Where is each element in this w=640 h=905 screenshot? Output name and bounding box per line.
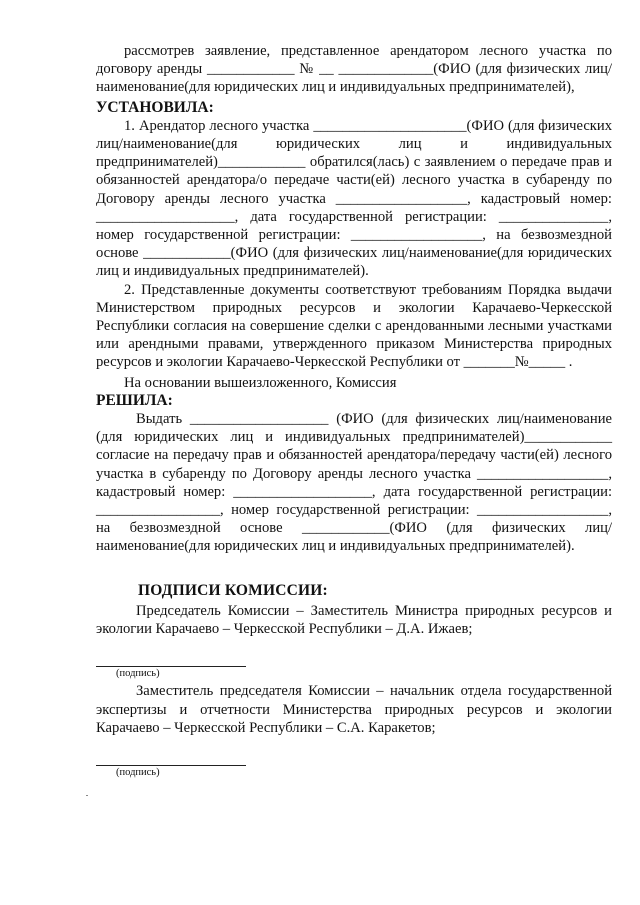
decided-heading: РЕШИЛА: [96, 391, 173, 409]
chairman-signature-caption: (подпись) [116, 668, 160, 680]
chairman-signature-line [96, 652, 246, 667]
point-1-paragraph: 1. Арендатор лесного участка _____________________(ФИО (для физических лиц/наименование(для юридических лиц и индивидуальных предпринимателей)____________ обратился(лась) с заявлением о передаче прав и обязанностей арендатора/о передаче части(ей) лесного участка в субаренду по Договору аренды лесного участка __________________, кадастровый номер: ___________________, дата государственной регистрации: _______________, номер государственной регистрации: __________________, на безвозмездной основе ____________(ФИО (для физических лиц/наименование(для юридических лиц и индивидуальных предпринимателей). [96, 117, 612, 280]
deputy-signature-caption: (подпись) [116, 766, 160, 778]
chairman-paragraph: Председатель Комиссии – Заместитель Министра природных ресурсов и экологии Карачаево – Черкесской Республики – Д.А. Ижаев; [96, 602, 612, 638]
deputy-signature-line [96, 751, 246, 766]
intro-paragraph: рассмотрев заявление, представленное арендатором лесного участка по договору аренды ____________ № __ _____________(ФИО (для физических лиц/наименование(для юридических лиц и индивидуальных предпринимателей), [96, 43, 612, 96]
decision-paragraph: Выдать ___________________ (ФИО (для физических лиц/наименование (для юридических лиц и индивидуальных предпринимателей)____________ согласие на передачу прав и обязанностей арендатора/передачу части(ей) лесного участка в субаренду по Договору аренды лесного участка __________________, кадастровый номер: ___________________, дата государственной регистрации: _________________, номер государственной регистрации: __________________, на безвозмездной основе ____________(ФИО (для физических лиц/наименование(для юридических лиц и индивидуальных предпринимателей). [96, 411, 612, 555]
chairman-signature-block [96, 652, 612, 680]
established-heading: УСТАНОВИЛА: [96, 98, 214, 116]
point-2-paragraph: 2. Представленные документы соответствуют требованиям Порядка выдачи Министерством природных ресурсов и экологии Карачаево-Черкесской Республики согласия на совершение сделки с арендованными лесными участками или арендными правами, утвержденного приказом Министерства природных ресурсов и экологии Карачаево-Черкесской Республики от _______№_____ . [96, 281, 612, 371]
basis-paragraph: На основании вышеизложенного, Комиссия [124, 374, 397, 391]
scan-speck [86, 795, 88, 796]
deputy-signature-block [96, 751, 612, 779]
deputy-paragraph: Заместитель председателя Комиссии – начальник отдела государственной экспертизы и отчетности Министерства природных ресурсов и экологии Карачаево – Черкесской Республики – С.А. Каракетов; [96, 683, 612, 736]
signatures-heading: ПОДПИСИ КОМИССИИ: [138, 581, 328, 599]
